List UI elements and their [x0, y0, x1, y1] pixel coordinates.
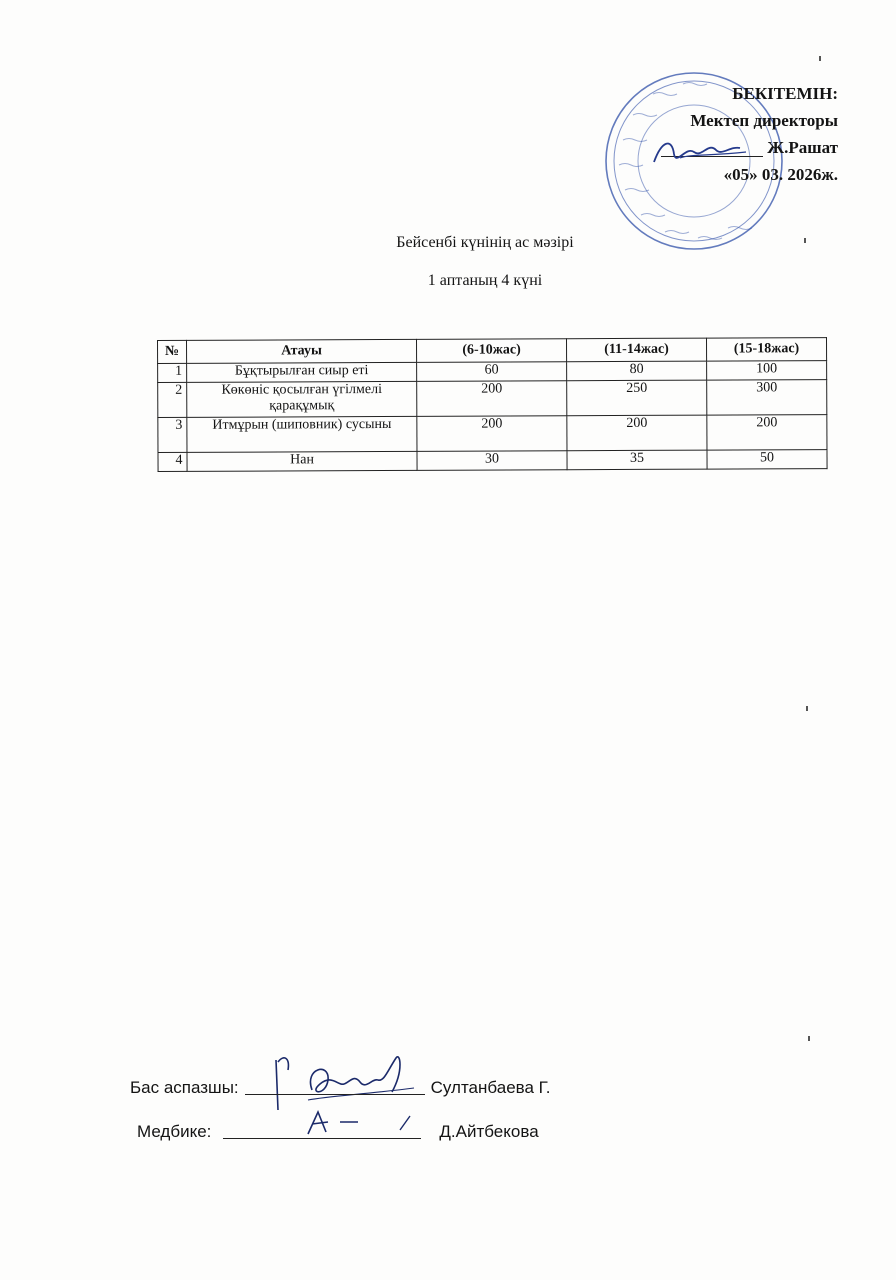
row-number: 4	[158, 452, 187, 471]
nurse-signature-line	[137, 1122, 539, 1142]
nurse-label: Медбике:	[137, 1122, 212, 1141]
header-number: №	[158, 340, 187, 363]
portion-6-10: 30	[417, 451, 567, 471]
portion-11-14: 250	[567, 380, 707, 416]
portion-11-14: 35	[567, 450, 707, 470]
dish-name: Көкөніс қосылған үгілмелі қарақұмық	[187, 381, 417, 417]
scan-speck	[804, 238, 806, 243]
approval-date: «05» 03. 2026ж.	[723, 165, 838, 184]
scan-speck	[806, 706, 808, 711]
portion-15-18: 200	[707, 415, 827, 451]
dish-name: Итмұрын (шиповник) сусыны	[187, 416, 417, 452]
portion-6-10: 200	[417, 381, 567, 417]
table-row	[158, 415, 827, 453]
portion-15-18: 50	[707, 450, 827, 470]
nurse-signature-underline	[223, 1138, 421, 1139]
chef-signature-underline	[245, 1094, 425, 1095]
header-name: Атауы	[187, 339, 417, 363]
approval-name: Ж.Рашат	[767, 138, 838, 157]
menu-title: Бейсенбі күнінің ас мәзірі	[396, 234, 574, 251]
portion-15-18: 100	[707, 361, 827, 381]
row-number: 3	[158, 417, 187, 452]
portion-11-14: 80	[567, 361, 707, 381]
portion-6-10: 60	[417, 362, 567, 382]
header-age-15-18: (15-18жас)	[706, 338, 826, 362]
approval-position: Мектеп директоры	[690, 111, 838, 130]
dish-name: Нан	[187, 451, 417, 471]
dish-name: Бұқтырылған сиыр еті	[187, 362, 417, 382]
chef-signature-line	[130, 1078, 551, 1098]
portion-6-10: 200	[417, 416, 567, 452]
menu-table	[157, 337, 828, 472]
table-header-row	[158, 338, 827, 364]
scan-speck	[819, 56, 821, 61]
header-age-11-14: (11-14жас)	[566, 338, 706, 362]
menu-subtitle: 1 аптаның 4 күні	[427, 272, 543, 289]
row-number: 1	[158, 363, 187, 382]
portion-11-14: 200	[567, 415, 707, 451]
table-row	[158, 380, 827, 418]
nurse-name: Д.Айтбекова	[439, 1122, 539, 1141]
row-number: 2	[158, 382, 187, 417]
scan-speck	[808, 1036, 810, 1041]
chef-label: Бас аспазшы:	[130, 1078, 239, 1097]
table-row	[158, 450, 827, 472]
approval-heading: БЕКІТЕМІН:	[732, 84, 838, 103]
header-age-6-10: (6-10жас)	[416, 339, 566, 363]
chef-name: Султанбаева Г.	[430, 1078, 551, 1097]
portion-15-18: 300	[707, 380, 827, 416]
director-signature	[650, 132, 750, 172]
